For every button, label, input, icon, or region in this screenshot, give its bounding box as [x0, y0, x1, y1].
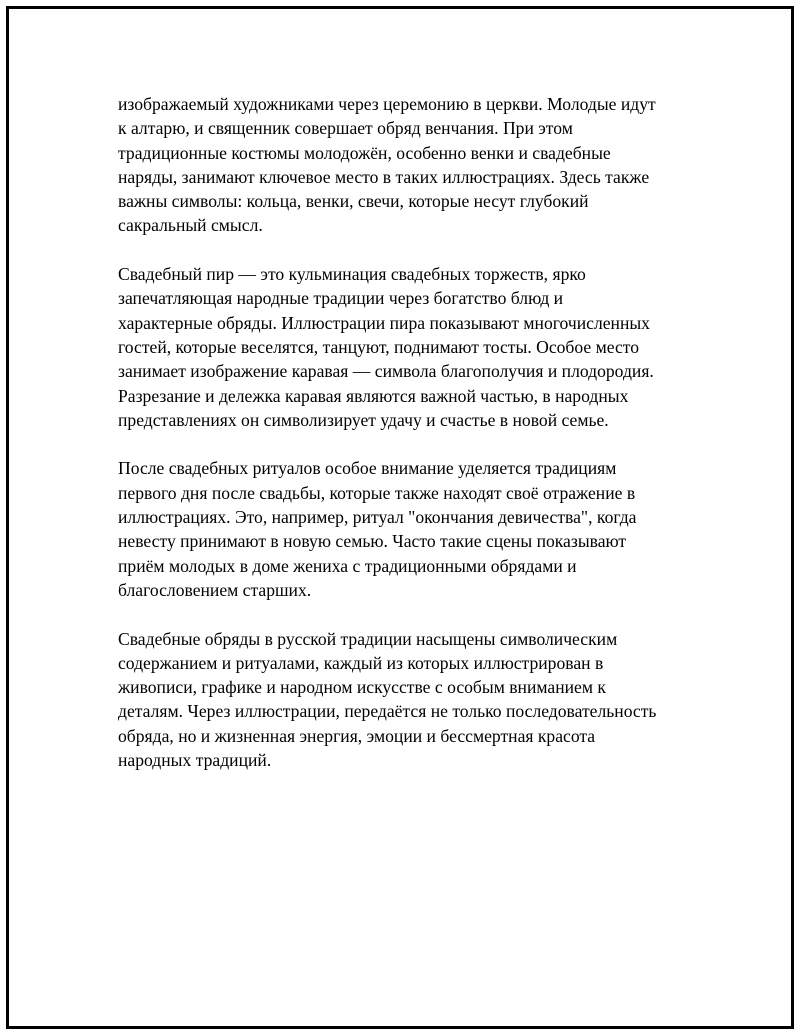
paragraph-wedding-feast: Свадебный пир — это кульминация свадебных торжеств, ярко запечатляющая народные традиции через богатство блюд и характерные обряды. Иллюстрации пира показывают многочисленных гостей, которые веселятся, танцуют, поднимают тосты. Особое место занимает изображение каравая — символа благополучия и плодородия. Разрезание и дележка каравая являются важной частью, в народных представлениях он символизирует удачу и счастье в новой семье.: [118, 264, 654, 430]
document-body: [118, 92, 693, 797]
paragraph-conclusion: Свадебные обряды в русской традиции насыщены символическим содержанием и ритуалами, каждый из которых иллюстрирован в живописи, графике и народном искусстве с особым вниманием к деталям. Через иллюстрации, передаётся не только последовательность обряда, но и жизненная энергия, эмоции и бессмертная красота народных традиций.: [118, 628, 657, 771]
paragraph-first-day-traditions: После свадебных ритуалов особое внимание уделяется традициям первого дня после свадьбы, которые также находят своё отражение в иллюстрациях. Это, например, ритуал "окончания девичества", когда невесту принимают в новую семью. Часто такие сцены показывают приём молодых в доме жениха с традиционными обрядами и благословением старших.: [118, 458, 637, 600]
paragraph-church-ceremony: изображаемый художниками через церемонию в церкви. Молодые идут к алтарю, и священник совершает обряд венчания. При этом традиционные костюмы молодожён, особенно венки и свадебные наряды, занимают ключевое место в таких иллюстрациях. Здесь также важны символы: кольца, венки, свечи, которые несут глубокий сакральный смысл.: [118, 94, 656, 236]
